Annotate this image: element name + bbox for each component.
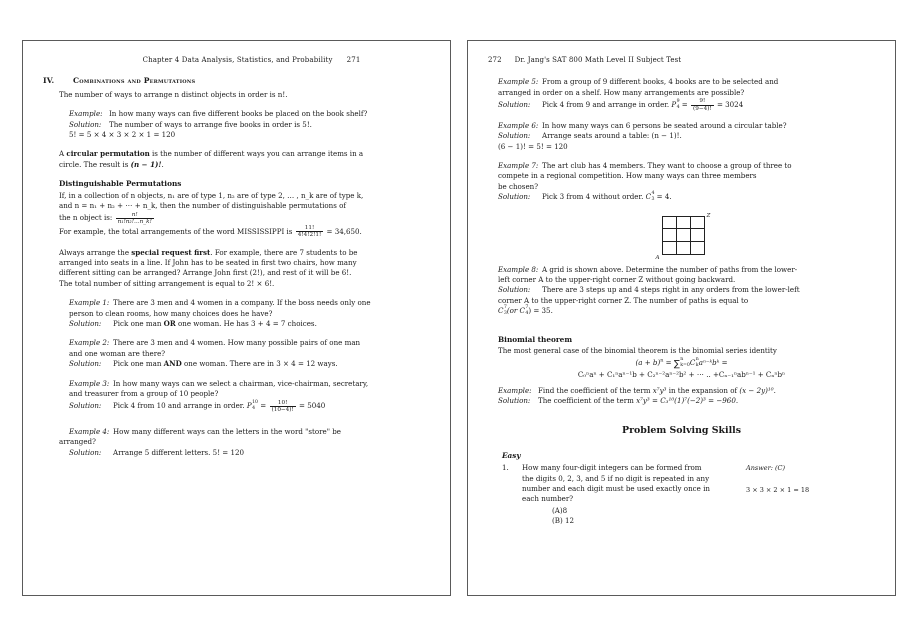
example-5-fraction — [691, 98, 714, 111]
mississippi-prefix: For example, the total arrangements of the word MISSISSIPPI is — [59, 226, 293, 236]
grid-cell — [691, 217, 705, 230]
page-right-272 — [467, 40, 896, 596]
problem-1-choices — [552, 506, 734, 527]
section-title: Combinations and Permutations — [73, 76, 196, 86]
example-3-question-line2: and treasurer from a group of 10 people? — [69, 388, 219, 398]
binomial-sum-c-sup: n — [695, 356, 699, 362]
distinguishable-line2: and n = n₁ + n₂ + ⋯ + n_k, then the number of distinguishable permutations of — [59, 201, 347, 211]
difficulty-level-easy: Easy — [502, 450, 521, 460]
example-4-solution-label: Solution: — [69, 447, 102, 457]
problem-1-line1: How many four-digit integers can be formed from — [522, 463, 702, 473]
example-3-solution — [113, 399, 430, 413]
grid-cell — [663, 242, 677, 255]
problem-1-line4: each number? — [522, 494, 574, 504]
example-5-result: = 3024 — [714, 100, 744, 110]
binomial-sum-c: C — [689, 358, 696, 368]
binomial-sum-c-sub: k — [695, 363, 699, 369]
special-line1-a: Always arrange the — [59, 247, 132, 257]
choice-b[interactable]: (B) 12 — [552, 516, 575, 526]
example-books-question: In how many ways can five different books be placed on the book shelf? — [109, 109, 368, 119]
example-3-perm-sub: 4 — [252, 406, 256, 412]
example-8-comb1-base: C — [498, 306, 504, 316]
example-3-question-line1: In how many ways can we select a chairman, vice-chairman, secretary, — [113, 378, 369, 388]
binomial-sum-c-indices — [695, 356, 699, 369]
example-2-operator: AND — [163, 359, 182, 369]
grid-3x3 — [662, 216, 705, 255]
binomial-example-block — [498, 386, 875, 407]
binomial-sum-term: aⁿ⁻ᵏbᵏ — [698, 358, 720, 368]
circular-line1-b: is the number of different ways you can arrange items in a — [149, 149, 364, 159]
binomial-q-a: Find the coefficient of the term — [538, 385, 653, 395]
distinguishable-formula-line — [59, 211, 430, 225]
example-6-solution: Arrange seats around a table: (n − 1)!. — [542, 131, 682, 141]
example-7-question-line1: The art club has 4 members. They want to choose a group of three to — [542, 160, 792, 170]
binomial-sol-a: The coefficient of the term — [538, 395, 637, 405]
example-3-fraction — [270, 400, 296, 413]
binomial-solution-label: Solution: — [498, 395, 531, 405]
binomial-lhs: (a + b) — [635, 358, 661, 368]
binomial-formula-line2: C₀ⁿaⁿ + C₁ⁿaⁿ⁻¹b + C₂ⁿ⁻²aⁿ⁻²b² + ⋯ .. +Cₙ₋₁ⁿabⁿ⁻¹ + Cₙⁿbⁿ — [577, 370, 786, 380]
example-2-block — [69, 338, 430, 369]
special-request-line1 — [59, 248, 430, 258]
example-books-block — [69, 109, 430, 140]
example-5-perm-indices — [676, 98, 680, 111]
binomial-intro: The most general case of the binomial theorem is the binomial series identity — [498, 346, 777, 356]
example-5-label: Example 5: — [498, 77, 539, 87]
example-6-math: (6 − 1)! = 5! = 120 — [498, 141, 568, 151]
example-4-question-line2: arranged? — [59, 437, 96, 447]
example-7-question-line3: be chosen? — [498, 181, 539, 191]
binomial-formula-line1 — [488, 358, 875, 370]
example-1-solution-label: Solution: — [69, 318, 102, 328]
example-2-solution-label: Solution: — [69, 359, 102, 369]
section-number: IV. — [43, 76, 55, 86]
example-1-operator: OR — [163, 318, 176, 328]
example-5-block — [498, 77, 875, 111]
grid-cell — [691, 229, 705, 242]
running-head-left-text: Chapter 4 Data Analysis, Statistics, and Probability — [142, 56, 333, 64]
example-1-label: Example 1: — [69, 298, 110, 308]
example-2-sol-a: Pick one man — [113, 359, 164, 369]
choice-a[interactable]: (A)8 — [552, 505, 568, 515]
problem-1-answer: Answer: (C) — [746, 464, 786, 473]
example-5-question-line2: arranged in order on a shelf. How many arrangements are possible? — [498, 87, 745, 97]
special-request-line3: different sitting can be arranged? Arrange John first (2!), and rest of it will be 6!. — [59, 268, 352, 278]
circular-line2-a: circle. The result is — [59, 159, 131, 169]
problem-solving-heading: Problem Solving Skills — [622, 425, 741, 437]
example-8-close-text: ) — [528, 306, 532, 316]
example-7-result: = 4. — [654, 192, 672, 202]
example-6-question-line1: In how many ways can 6 persons be seated around a circular table? — [542, 120, 787, 130]
example-1-sol-a: Pick one man — [113, 318, 164, 328]
distinguishable-heading: Distinguishable Permutations — [59, 179, 182, 189]
circular-permutation-line1 — [59, 149, 430, 159]
example-7-comb-sub: 3 — [651, 197, 655, 203]
example-1-solution — [113, 319, 430, 329]
example-5-sol-a: Pick 4 from 9 and arrange in order. — [542, 100, 672, 110]
binomial-sol-math: x⁷y³ = C₃¹⁰(1)⁷(−2)³ = −960 — [636, 395, 736, 405]
circular-permutation-line2 — [59, 160, 430, 170]
section-heading-combinations — [43, 76, 430, 86]
running-head-right-text: Dr. Jang's SAT 800 Math Level II Subject Test — [514, 56, 682, 64]
example-2-question-line1: There are 3 men and 4 women. How many possible pairs of one man — [113, 338, 361, 348]
example-7-question-line2: compete in a regional competition. How many ways can three members — [498, 171, 757, 181]
circular-formula: (n − 1)! — [130, 159, 162, 169]
example-8-solution-line2: corner A to the upper-right corner Z. The number of paths is equal to — [498, 295, 749, 305]
binomial-example-label: Example: — [498, 385, 532, 395]
example-1-block — [69, 298, 430, 329]
example-books-solution-label: Solution: — [69, 119, 102, 129]
example-8-block — [498, 265, 875, 317]
example-4-label: Example 4: — [69, 426, 110, 436]
example-7-solution — [542, 192, 875, 202]
example-7-comb-sup: 4 — [651, 190, 655, 196]
example-8-solution-label: Solution: — [498, 285, 531, 295]
example-8-comb2-base: C — [519, 306, 525, 316]
example-books-math: 5! = 5 × 4 × 3 × 2 × 1 = 120 — [69, 130, 176, 140]
example-7-solution-label: Solution: — [498, 192, 531, 202]
binomial-lhs-exponent: n — [660, 359, 664, 365]
binomial-sol-b: . — [735, 395, 739, 405]
example-7-sol-a: Pick 3 from 4 without order. — [542, 192, 646, 202]
problem-1-line2: the digits 0, 2, 3, and 5 if no digit is repeated in any — [522, 473, 710, 483]
mississippi-frac-den: 4!4!2!1! — [297, 232, 322, 239]
binomial-q-c: . — [773, 385, 776, 395]
special-request-line2: arranged into seats in a line. If John has to be seated in first two chairs, how many — [59, 257, 357, 267]
grid-cell — [691, 242, 705, 255]
example-7-comb-indices — [651, 190, 655, 203]
distinguishable-frac-den: n₁!n₂!…n_k! — [117, 218, 152, 225]
example-1-sol-b: one woman. He has 3 + 4 = 7 choices. — [175, 318, 317, 328]
example-3-block — [69, 379, 430, 413]
example-5-frac-den: (9−4)! — [693, 105, 712, 112]
distinguishable-fraction — [116, 212, 154, 225]
grid-cell — [677, 229, 691, 242]
example-8-question-line2: left corner A to the upper-right corner Z without going backward. — [498, 274, 736, 284]
example-3-eq: = — [258, 401, 269, 411]
running-head-left — [43, 55, 430, 65]
mississippi-fraction — [296, 225, 324, 238]
example-books-solution: The number of ways to arrange five books in order is 5!. — [109, 119, 312, 129]
distinguishable-line1: If, in a collection of n objects, n₁ are of type 1, n₂ are of type 2, … , n_k are of type k, — [59, 190, 364, 200]
running-head-right — [488, 55, 875, 65]
example-8-comb1-sub: 3 — [503, 311, 507, 317]
page-number-271: 271 — [346, 56, 361, 64]
example-4-question-line1: How many different ways can the letters in the word "store" be — [113, 426, 342, 436]
binomial-q-b: in the expansion of — [666, 385, 740, 395]
binomial-sum-indices — [680, 356, 690, 369]
distinguishable-frac-num: n! — [116, 212, 154, 219]
example-8-or-text: (or — [506, 306, 520, 316]
problem-1-body — [522, 463, 734, 526]
binomial-q-term: x⁷y³ — [652, 385, 667, 395]
binomial-heading: Binomial theorem — [498, 334, 573, 344]
example-6-solution-label: Solution: — [498, 131, 531, 141]
problem-1-number: 1. — [502, 463, 509, 473]
binomial-example-question — [538, 386, 875, 396]
example-6-label: Example 6: — [498, 120, 539, 130]
example-5-solution — [542, 98, 875, 112]
example-5-eq: = — [679, 100, 691, 110]
binomial-q-expansion: (x − 2y)¹⁰ — [739, 385, 774, 395]
grid-cell — [663, 217, 677, 230]
distinguishable-line3-prefix: the n object is: — [59, 213, 113, 223]
special-line1-b: . For example, there are 7 students to be — [210, 247, 358, 257]
example-2-sol-b: one woman. There are in 3 × 4 = 12 ways. — [181, 359, 338, 369]
binomial-sum-sup: n — [680, 356, 684, 362]
example-8-comb2-indices — [525, 304, 529, 317]
example-5-solution-label: Solution: — [498, 100, 531, 110]
example-3-sol-a: Pick 4 from 10 and arrange in order. — [113, 401, 247, 411]
example-4-block — [59, 426, 430, 458]
circular-line2-b: . — [161, 159, 164, 169]
grid-label-z: Z — [706, 212, 711, 219]
example-2-solution — [113, 359, 430, 369]
example-5-perm-sub: 4 — [676, 105, 680, 111]
grid-label-a: A — [655, 254, 660, 261]
special-request-line4: The total number of sitting arrangement is equal to 2! × 6!. — [59, 278, 275, 288]
problem-1-answer-column — [734, 463, 875, 526]
example-3-perm-sup: 10 — [252, 399, 259, 405]
example-8-comb1-sup: 7 — [503, 304, 507, 310]
example-5-question-line1: From a group of 9 different books, 4 books are to be selected and — [542, 77, 779, 87]
problem-1-work: 3 × 3 × 2 × 1 = 18 — [746, 485, 810, 494]
example-books-label: Example: — [69, 109, 103, 119]
example-7-block — [498, 161, 875, 203]
example-4-solution: Arrange 5 different letters. 5! = 120 — [113, 447, 245, 457]
example-7-comb-base: C — [645, 192, 652, 202]
problem-1-line3: number and each digit must be used exactly once in — [522, 484, 710, 493]
example-3-perm-base: P — [246, 401, 252, 411]
example-8-result: = 35. — [531, 306, 553, 316]
example-5-frac-num: 9! — [691, 98, 714, 105]
binomial-solution — [538, 396, 875, 406]
example-8-formula — [498, 306, 875, 316]
example-5-perm-base: P — [671, 100, 677, 110]
circular-line1-a: A — [59, 149, 67, 159]
example-8-comb2-sub: 4 — [525, 311, 529, 317]
section-intro: The number of ways to arrange n distinct objects in order is n!. — [59, 89, 288, 99]
binomial-eq: = — [663, 358, 674, 368]
circular-permutation-term: circular permutation — [66, 149, 150, 159]
page-left-271 — [22, 40, 451, 596]
binomial-line1-end: = — [719, 358, 728, 368]
example-2-question-line2: and one woman are there? — [69, 348, 166, 358]
special-request-term: special request first — [131, 247, 211, 257]
mississippi-line — [59, 225, 430, 239]
example-6-block — [498, 121, 875, 152]
summation-icon: ∑ — [673, 359, 680, 370]
example-7-label: Example 7: — [498, 160, 539, 170]
example-8-solution-line1: There are 3 steps up and 4 steps right in any orders from the lower-left — [542, 285, 800, 295]
grid-cell — [677, 217, 691, 230]
example-8-comb2-sup: 7 — [525, 304, 529, 310]
example-3-label: Example 3: — [69, 378, 110, 388]
mississippi-frac-num: 11! — [296, 225, 324, 232]
example-3-frac-num: 10! — [270, 400, 296, 407]
page-number-272: 272 — [488, 56, 502, 64]
grid-cell — [663, 229, 677, 242]
binomial-sum-sub: k=0 — [680, 363, 690, 369]
problem-1 — [502, 463, 875, 526]
mississippi-result: = 34,650. — [326, 226, 362, 236]
example-8-comb1-indices — [503, 304, 507, 317]
example-8-question-line1: A grid is shown above. Determine the number of paths from the lower- — [542, 264, 798, 274]
example-8-label: Example 8: — [498, 264, 539, 274]
example-2-label: Example 2: — [69, 338, 110, 348]
example-1-question-line1: There are 3 men and 4 women in a company. If the boss needs only one — [113, 298, 371, 308]
example-5-perm-sup: 9 — [676, 98, 680, 104]
example-3-result: = 5040 — [296, 401, 326, 411]
example-3-frac-den: (10−4)! — [271, 406, 294, 413]
grid-path-figure — [634, 209, 730, 261]
grid-cell — [677, 242, 691, 255]
example-1-question-line2: person to clean rooms, how many choices does he have? — [69, 308, 273, 318]
example-3-solution-label: Solution: — [69, 401, 102, 411]
